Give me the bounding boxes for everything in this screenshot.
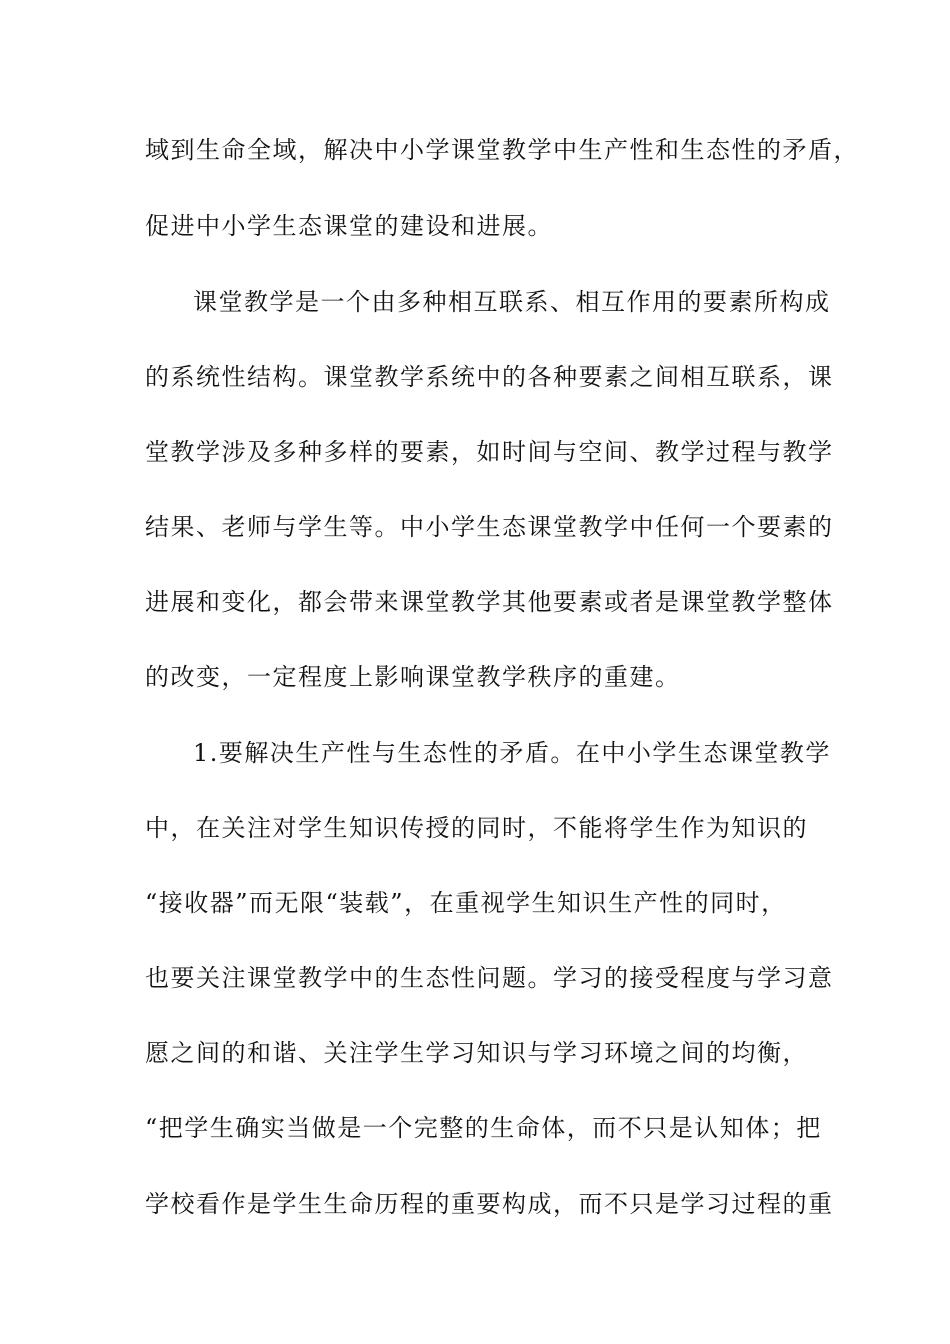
text-line: 愿之间的和谐、关注学生学习知识与学习环境之间的均衡， xyxy=(145,1039,808,1067)
paragraph-start-line: 课堂教学是一个由多种相互联系、相互作用的要素所构成 xyxy=(193,288,831,316)
text-line: 学校看作是学生生命历程的重要构成，而不只是学习过程的重 xyxy=(145,1190,834,1218)
text-line: 进展和变化，都会带来课堂教学其他要素或者是课堂教学整体 xyxy=(145,588,834,616)
text-line: 中，在关注对学生知识传授的同时，不能将学生作为知识的 xyxy=(145,814,808,842)
text-line: “接收器”而无限“装载”，在重视学生知识生产性的同时， xyxy=(145,889,787,917)
text-line: 的改变，一定程度上影响课堂教学秩序的重建。 xyxy=(145,663,681,691)
paragraph-start-line: 1.要解决生产性与生态性的矛盾。在中小学生态课堂教学 xyxy=(193,739,831,767)
text-line: 也要关注课堂教学中的生态性问题。学习的接受程度与学习意 xyxy=(145,964,834,992)
text-line: 域到生命全域，解决中小学课堂教学中生产性和生态性的矛盾， xyxy=(145,136,859,164)
text-line: 促进中小学生态课堂的建设和进展。 xyxy=(145,212,553,240)
text-line: 堂教学涉及多种多样的要素，如时间与空间、教学过程与教学 xyxy=(145,438,834,466)
text-line: 结果、老师与学生等。中小学生态课堂教学中任何一个要素的 xyxy=(145,513,834,541)
text-line: “把学生确实当做是一个完整的生命体，而不只是认知体；把 xyxy=(145,1114,822,1142)
text-line: 的系统性结构。课堂教学系统中的各种要素之间相互联系，课 xyxy=(145,363,834,391)
